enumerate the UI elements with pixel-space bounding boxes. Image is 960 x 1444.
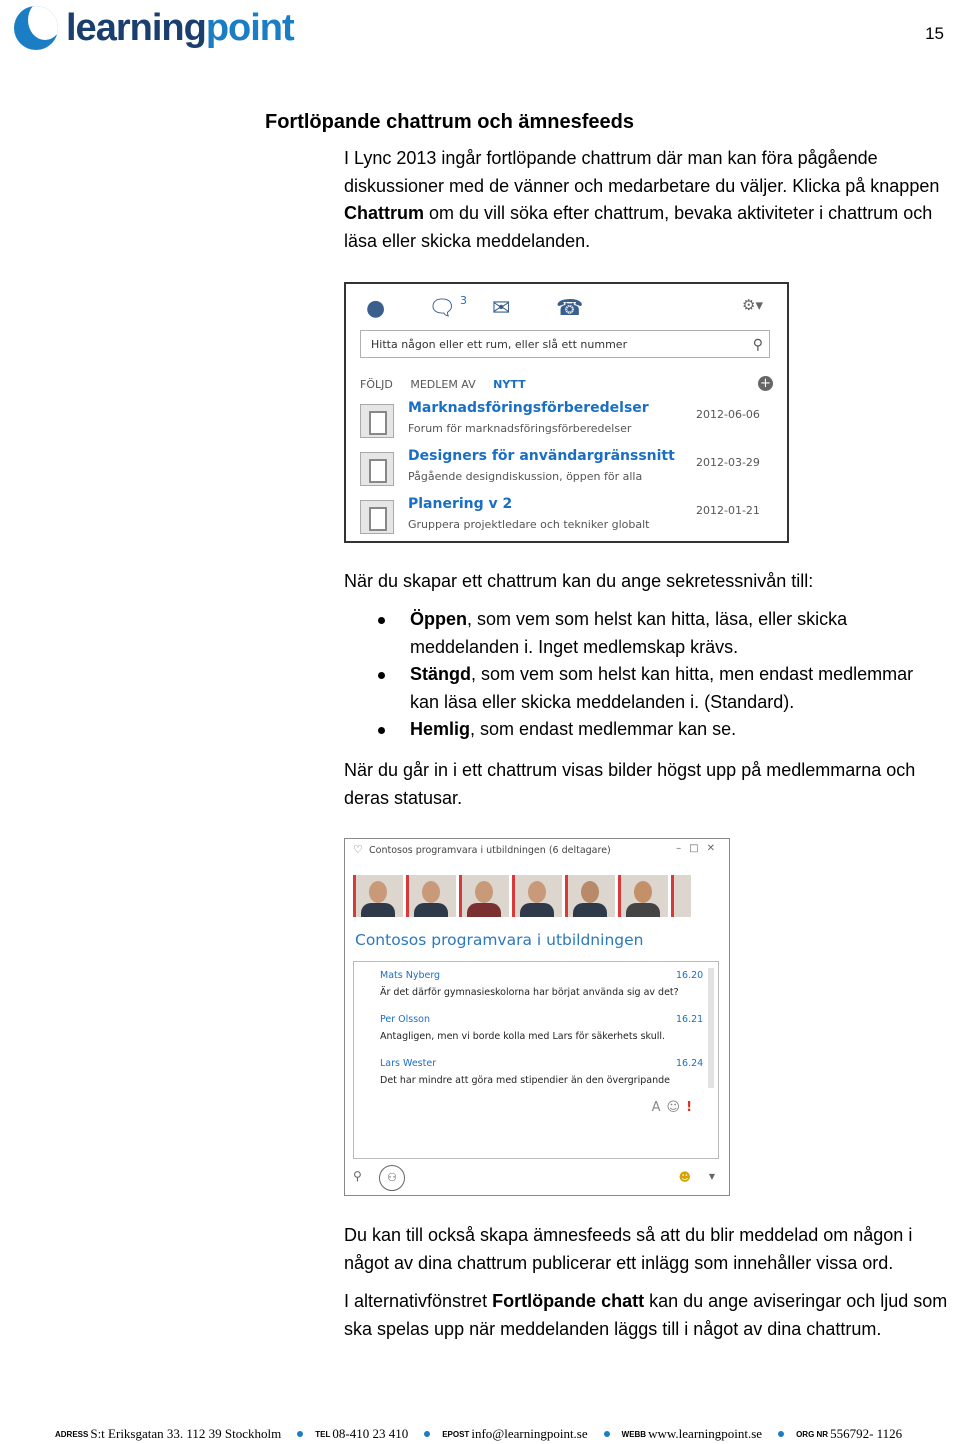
levels-intro: När du skapar ett chattrum kan du ange sekretessnivån till: [344,571,814,591]
room-date: 2012-03-29 [696,456,760,469]
chevron-down-icon[interactable]: ▼ [708,1172,715,1181]
participant-avatars [353,875,694,917]
status-smiley-icon[interactable]: ☻ [678,1170,691,1184]
footer-phone: 08-410 23 410 [332,1426,409,1441]
chatroom-tabs [360,378,540,391]
message-sender: Mats Nyberg [380,970,441,981]
avatar[interactable] [671,875,691,917]
footer-email[interactable]: info@learningpoint.se [471,1426,588,1441]
chatrooms-badge: 3 [460,294,467,307]
room-list-item[interactable] [360,496,770,540]
room-name[interactable]: Marknadsföringsförberedelser [408,400,649,416]
footer-website[interactable]: www.learningpoint.se [648,1426,763,1441]
room-description: Gruppera projektledare och tekniker globalt [408,518,650,531]
message-text: Det har mindre att göra med stipendier än den övergripande [380,1075,670,1086]
bullet-icon [297,1431,303,1437]
chat-message [380,1014,710,1042]
message-format-tools [652,1100,698,1115]
chat-message [380,1058,710,1086]
page-footer: ADRESS S:t Eriksgatan 33. 112 39 Stockholm TEL 08-410 23 410 EPOST info@learningpoint.se WEBB www.learningpoint.se ORG NR 556792- 1126 [55,1426,903,1441]
room-list-item[interactable] [360,400,770,444]
learningpoint-logo [14,6,294,50]
room-description: Forum för marknadsföringsförberedelser [408,422,632,435]
tab-member-of[interactable]: MEDLEM AV [410,378,476,391]
avatar[interactable] [459,875,509,917]
chatroom-window-screenshot [344,838,730,1196]
conversations-icon[interactable]: ✉ [492,296,511,321]
phone-icon[interactable]: ☎ [556,296,584,321]
room-date: 2012-06-06 [696,408,760,421]
room-name[interactable]: Designers för användargränssnitt [408,448,675,464]
chatroom-window-icon: ♡ [353,843,363,856]
message-text: Är det därför gymnasieskolorna har börjat använda sig av det? [380,987,679,998]
add-room-icon[interactable]: + [758,376,773,391]
chatrooms-screenshot [344,282,789,543]
search-icon[interactable]: ⚲ [353,1169,362,1183]
search-input[interactable]: Hitta någon eller ett rum, eller slå ett nummer ⚲ [360,330,770,358]
list-item: Stängd, som vem som helst kan hitta, men endast medlemmar kan läsa eller skicka meddelanden i. (Standard). [344,661,944,716]
message-time: 16.21 [676,1014,704,1025]
room-description: Pågående designdiskussion, öppen för alla [408,470,643,483]
members-paragraph: När du går in i ett chattrum visas bilder högst upp på medlemmarna och deras statusar. [344,760,916,808]
message-time: 16.24 [676,1058,704,1069]
avatar[interactable] [353,875,403,917]
footer-org-number: 556792- 1126 [830,1426,903,1441]
logo-text: learningpoint [66,6,294,49]
bullet-icon [778,1431,784,1437]
alternatives-paragraph: I alternativfönstret Fortlöpande chatt kan du ange aviseringar och ljud som ska spelas upp när meddelanden läggs till i något av dina chattrum. [344,1291,948,1339]
chat-message-area [353,961,719,1159]
avatar[interactable] [618,875,668,917]
chatrooms-icon[interactable]: 🗨 [428,296,456,321]
room-name[interactable]: Planering v 2 [408,496,513,512]
room-thumbnail-icon [360,404,394,438]
bullet-icon [604,1431,610,1437]
list-item: Öppen, som vem som helst kan hitta, läsa, eller skicka meddelanden i. Inget medlemskap krävs. [344,606,944,661]
search-icon: ⚲ [752,337,763,353]
important-icon[interactable]: ! [686,1100,698,1115]
room-list-item[interactable] [360,448,770,492]
window-title: Contosos programvara i utbildningen (6 deltagare) [369,845,611,856]
footer-address: S:t Eriksgatan 33. 112 39 Stockholm [90,1426,282,1441]
contacts-icon[interactable]: ● [366,296,386,321]
tab-new[interactable]: NYTT [493,378,526,391]
logo-mark-icon [14,6,58,50]
message-time: 16.20 [676,970,704,981]
bullet-icon [424,1431,430,1437]
room-thumbnail-icon [360,500,394,534]
privacy-level-list [344,606,944,744]
avatar[interactable] [565,875,615,917]
emoticon-icon[interactable]: ☺ [666,1100,687,1115]
message-sender: Lars Wester [380,1058,437,1069]
window-controls[interactable]: –□✕ [676,843,723,854]
avatar[interactable] [406,875,456,917]
tab-followed[interactable]: FÖLJD [360,378,393,391]
room-date: 2012-01-21 [696,504,760,517]
room-thumbnail-icon [360,452,394,486]
conversation-title: Contosos programvara i utbildningen [355,931,644,949]
font-icon[interactable]: A [651,1100,667,1115]
section-heading: Fortlöpande chattrum och ämnesfeeds [265,111,634,133]
avatar[interactable] [512,875,562,917]
participants-button[interactable]: ⚇ [379,1165,405,1191]
message-sender: Per Olsson [380,1014,431,1025]
list-item: Hemlig, som endast medlemmar kan se. [344,716,944,744]
chat-message [380,970,710,998]
feeds-paragraph: Du kan till också skapa ämnesfeeds så att du blir meddelad om någon i något av dina chattrum publicerar ett inlägg som innehåller vissa ord. [344,1225,913,1273]
intro-paragraph: I Lync 2013 ingår fortlöpande chattrum där man kan föra pågående diskussioner med de vänner och medarbetare du väljer. Klicka på knappen Chattrum om du vill söka efter chattrum, bevaka aktiviteter i chattrum och läsa eller skicka meddelanden. [344,148,940,251]
page-number: 15 [925,24,944,43]
settings-gear-icon[interactable]: ⚙▾ [742,296,763,314]
message-text: Antagligen, men vi borde kolla med Lars för säkerhets skull. [380,1031,666,1042]
